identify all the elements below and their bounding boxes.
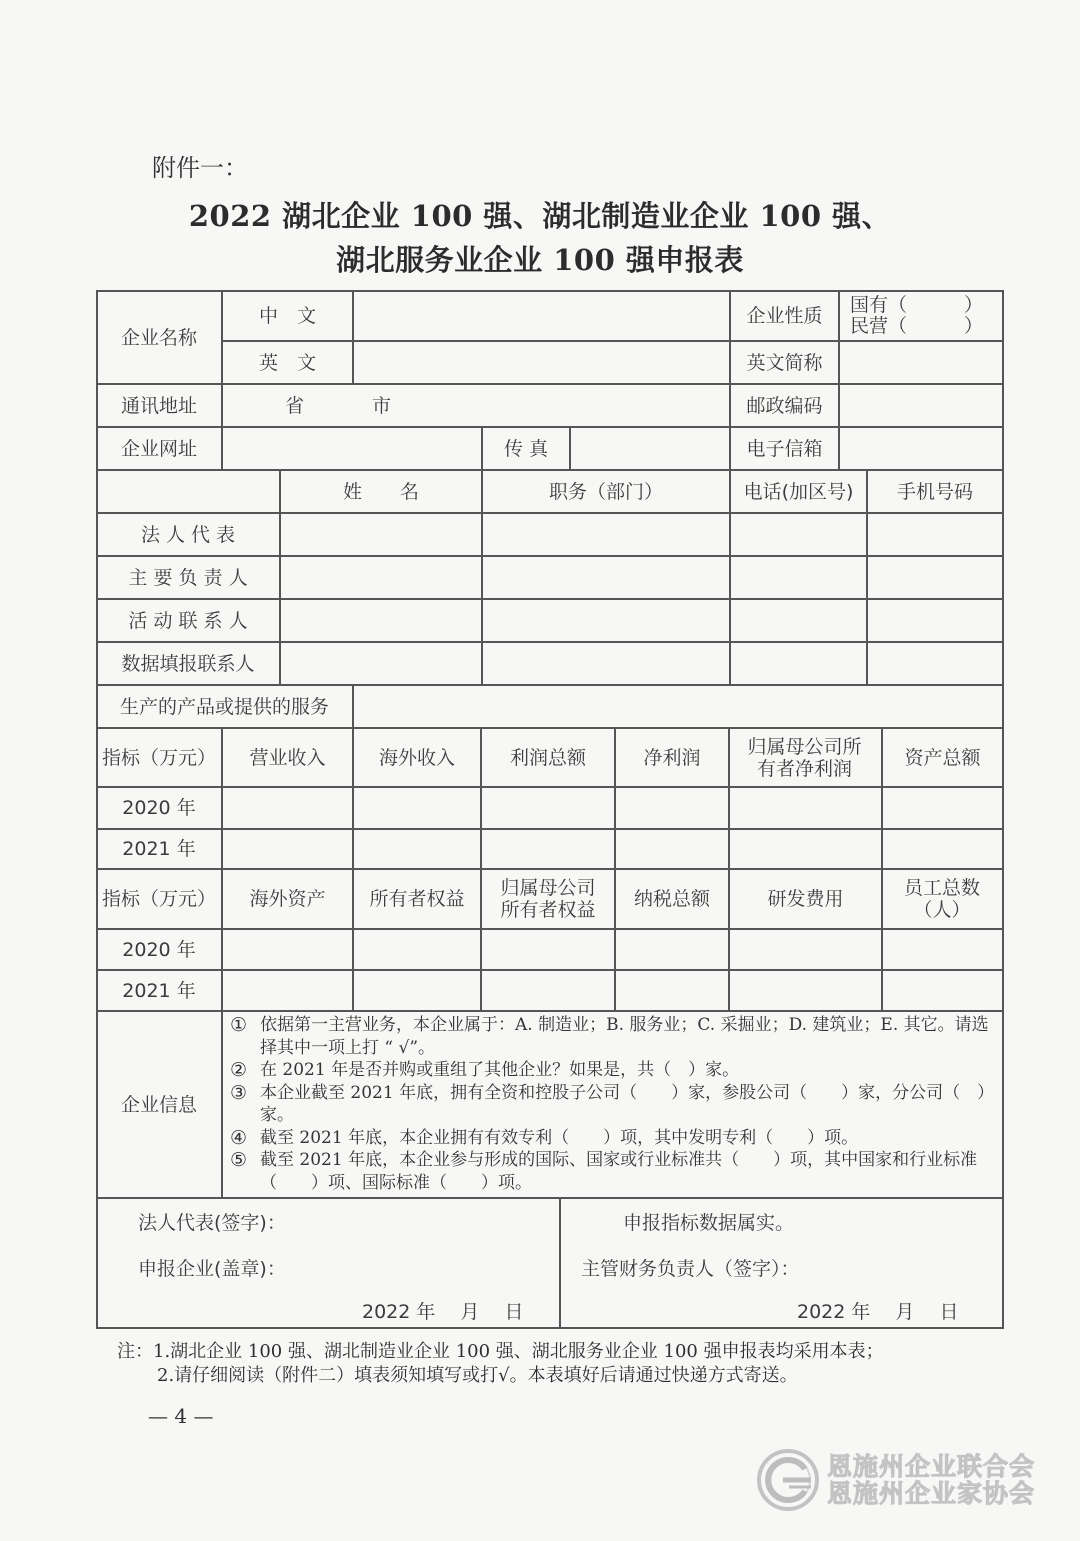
contacts-header-mobile: 手机号码: [896, 480, 973, 503]
indicator2-header: 研发费用: [767, 888, 844, 910]
note-line2: 2.请仔细阅读（附件二）填表须知填写或打√。本表填好后请通过快递方式寄送。: [157, 1365, 798, 1386]
info-item: [230, 1059, 998, 1082]
company-name-label: 企业名称: [120, 326, 197, 349]
postcode-label: 邮政编码: [746, 394, 823, 417]
form-title-line1: 2022 湖北企业 100 强、湖北制造业企业 100 强、: [188, 199, 892, 233]
english-name-field[interactable]: [354, 342, 729, 383]
english-abbr-label: 英文简称: [746, 351, 823, 374]
contact-row-data-contact: 数据填报联系人: [121, 652, 255, 675]
indicator1-header: 净利润: [643, 746, 701, 769]
email-field[interactable]: [840, 428, 1002, 469]
indicator1-header: 营业收入: [249, 746, 326, 769]
item-text: 在 2021 年是否并购或重组了其他企业？如果是，共（ ）家。: [260, 1060, 740, 1080]
indicator2-header: 纳税总额: [633, 888, 710, 910]
address-label: 通讯地址: [120, 394, 197, 417]
email-label: 电子信箱: [746, 437, 823, 460]
table-right-border: [1002, 290, 1004, 1329]
enterprise-info-label: 企业信息: [120, 1093, 197, 1116]
watermark: [755, 1447, 1035, 1513]
private-option[interactable]: 民营（ ）: [850, 315, 984, 337]
enterprise-info-list: [230, 1014, 998, 1194]
legal-rep-signature[interactable]: 法人代表(签字)：: [138, 1212, 286, 1234]
nature-label: 企业性质: [746, 305, 823, 327]
english-abbr-field[interactable]: [840, 342, 1002, 383]
form-title-line2: 湖北服务业企业 100 强申报表: [336, 243, 744, 277]
indicator1-header: 海外收入: [378, 746, 455, 769]
watermark-line2: 恩施州企业家协会: [827, 1479, 1036, 1508]
indicator2-header: 员工总数（人）: [903, 877, 980, 921]
item-text: 本企业截至 2021 年底，拥有全资和控股子公司（ ）家，参股公司（ ）家，分公司（ ）家。: [260, 1082, 995, 1125]
indicator1-header: 归属母公司所有者净利润: [747, 735, 862, 780]
state-owned-option[interactable]: 国有（ ）: [850, 294, 984, 316]
english-label: 英 文: [258, 351, 316, 374]
indicator1-header: 利润总额: [509, 746, 586, 769]
indicator2-header: 海外资产: [249, 888, 326, 910]
company-seal[interactable]: 申报企业(盖章)：: [138, 1258, 286, 1280]
row-divider: [97, 786, 1004, 788]
info-item: [230, 1127, 998, 1150]
indicator1-year: 2021 年: [122, 838, 196, 860]
chinese-label: 中 文: [258, 305, 316, 327]
contact-row-principal: 主 要 负 责 人: [128, 566, 248, 589]
contacts-header-position: 职务（部门）: [548, 480, 663, 503]
page-number: — 4 —: [148, 1404, 214, 1428]
col-divider: [559, 1197, 561, 1328]
website-label: 企业网址: [120, 437, 197, 460]
item-text: 截至 2021 年底，本企业拥有有效专利（ ）项，其中发明专利（ ）项。: [260, 1127, 859, 1148]
info-item: [230, 1082, 998, 1127]
association-logo-icon: [755, 1447, 821, 1513]
item-text: 截至 2021 年底，本企业参与形成的国际、国家或行业标准共（ ）项，其中国家和行业标准（ ）项、国际标准（ ）项。: [260, 1150, 978, 1193]
products-field[interactable]: [354, 686, 1002, 727]
indicator2-header: 归属母公司所有者权益: [500, 877, 596, 921]
row-divider: [97, 1197, 1004, 1199]
note-line1: 注：1.湖北企业 100 强、湖北制造业企业 100 强、湖北服务业企业 100 强申报表均采用本表；: [117, 1341, 884, 1362]
address-field[interactable]: [223, 385, 729, 426]
postcode-field[interactable]: [840, 385, 1002, 426]
item-number: ⑤: [230, 1149, 248, 1171]
fax-field[interactable]: [571, 428, 729, 469]
indicator2-header: 所有者权益: [369, 888, 465, 910]
data-true-statement: 申报指标数据属实。: [623, 1212, 795, 1234]
info-item: [230, 1014, 998, 1059]
col-divider: [728, 727, 730, 1010]
contact-row-legal-rep: 法 人 代 表: [140, 523, 236, 546]
item-text: 依据第一主营业务，本企业属于：A. 制造业；B. 服务业；C. 采掘业；D. 建筑业；E. 其它。请选择其中一项上打 “ √”。: [260, 1015, 989, 1058]
item-number: ①: [230, 1014, 248, 1036]
indicator1-year: 2020 年: [122, 797, 196, 819]
fax-label: 传 真: [503, 437, 549, 460]
item-number: ②: [230, 1059, 248, 1081]
item-number: ④: [230, 1126, 248, 1149]
row-divider: [97, 1010, 1004, 1012]
products-label: 生产的产品或提供的服务: [119, 695, 329, 718]
indicator2-unit: 指标（万元）: [101, 888, 216, 910]
table-bottom-border: [97, 1327, 1004, 1329]
indicator2-year: 2020 年: [122, 938, 196, 961]
website-field[interactable]: [223, 428, 481, 469]
contacts-header-phone: 电话(加区号): [743, 480, 854, 503]
watermark-line1: 恩施州企业联合会: [827, 1452, 1036, 1481]
indicator1-header: 资产总额: [904, 746, 981, 769]
province-label: 省: [285, 394, 305, 417]
date-left: 2022 年 月 日: [362, 1301, 524, 1323]
row-divider: [97, 928, 1004, 930]
contact-row-event-contact: 活 动 联 系 人: [128, 609, 248, 632]
info-item: [230, 1149, 998, 1194]
attachment-label: 附件一：: [152, 154, 248, 182]
date-right: 2022 年 月 日: [797, 1301, 959, 1323]
city-label: 市: [372, 394, 392, 417]
item-number: ③: [230, 1081, 248, 1104]
indicator2-year: 2021 年: [122, 979, 196, 1002]
nature-options: [850, 292, 1000, 340]
row-divider: [97, 969, 1004, 971]
contacts-header-name: 姓 名: [342, 480, 419, 503]
finance-head-signature[interactable]: 主管财务负责人（签字）：: [581, 1258, 800, 1280]
row-divider: [97, 828, 1004, 830]
indicator1-unit: 指标（万元）: [101, 746, 216, 769]
col-divider: [221, 1010, 223, 1197]
chinese-name-field[interactable]: [354, 292, 729, 340]
